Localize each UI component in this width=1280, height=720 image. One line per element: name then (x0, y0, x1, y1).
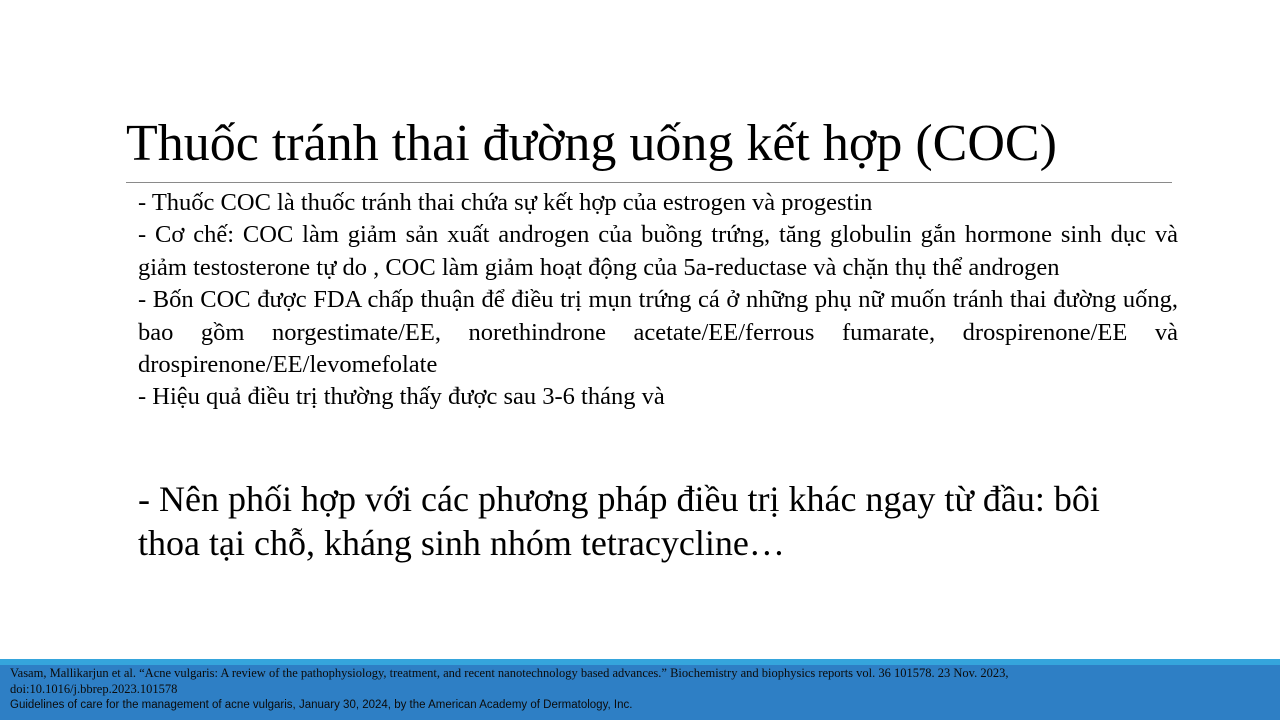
reference-vasam-doi: doi:10.1016/j.bbrep.2023.101578 (10, 682, 178, 696)
reference-vasam: Vasam, Mallikarjun et al. “Acne vulgaris: A review of the pathophysiology, treatment, and recent nanotechnology based advances.” Biochemistry and biophysics reports vol. 36 101578. 23 Nov. 2023, (10, 666, 1009, 680)
title-divider (126, 182, 1172, 183)
combination-note (138, 477, 1148, 565)
slide-body (138, 187, 1178, 414)
bullet-mechanism: - Cơ chế: COC làm giảm sản xuất androgen của buồng trứng, tăng globulin gắn hormone sinh dục và giảm testosterone tự do , COC làm giảm hoạt động của 5a-reductase và chặn thụ thể androgen (138, 221, 1178, 281)
slide-title: Thuốc tránh thai đường uống kết hợp (COC) (126, 115, 1057, 172)
bullet-efficacy: - Hiệu quả điều trị thường thấy được sau 3-6 tháng và (138, 383, 665, 411)
bullet-definition: - Thuốc COC là thuốc tránh thai chứa sự kết hợp của estrogen và progestin (138, 189, 873, 216)
references-footer (0, 659, 1280, 720)
bullet-fda-approved: - Bốn COC được FDA chấp thuận để điều trị mụn trứng cá ở những phụ nữ muốn tránh thai đường uống, bao gồm norgestimate/EE, norethindrone acetate/EE/ferrous fumarate, drospirenone/EE và drospirenone/EE/levomefolate (138, 286, 1178, 379)
combination-note-text: - Nên phối hợp với các phương pháp điều trị khác ngay từ đầu: bôi thoa tại chỗ, kháng sinh nhóm tetracycline… (138, 479, 1100, 563)
reference-aad-guidelines: Guidelines of care for the management of acne vulgaris, January 30, 2024, by the American Academy of Dermatology, Inc. (10, 699, 633, 711)
